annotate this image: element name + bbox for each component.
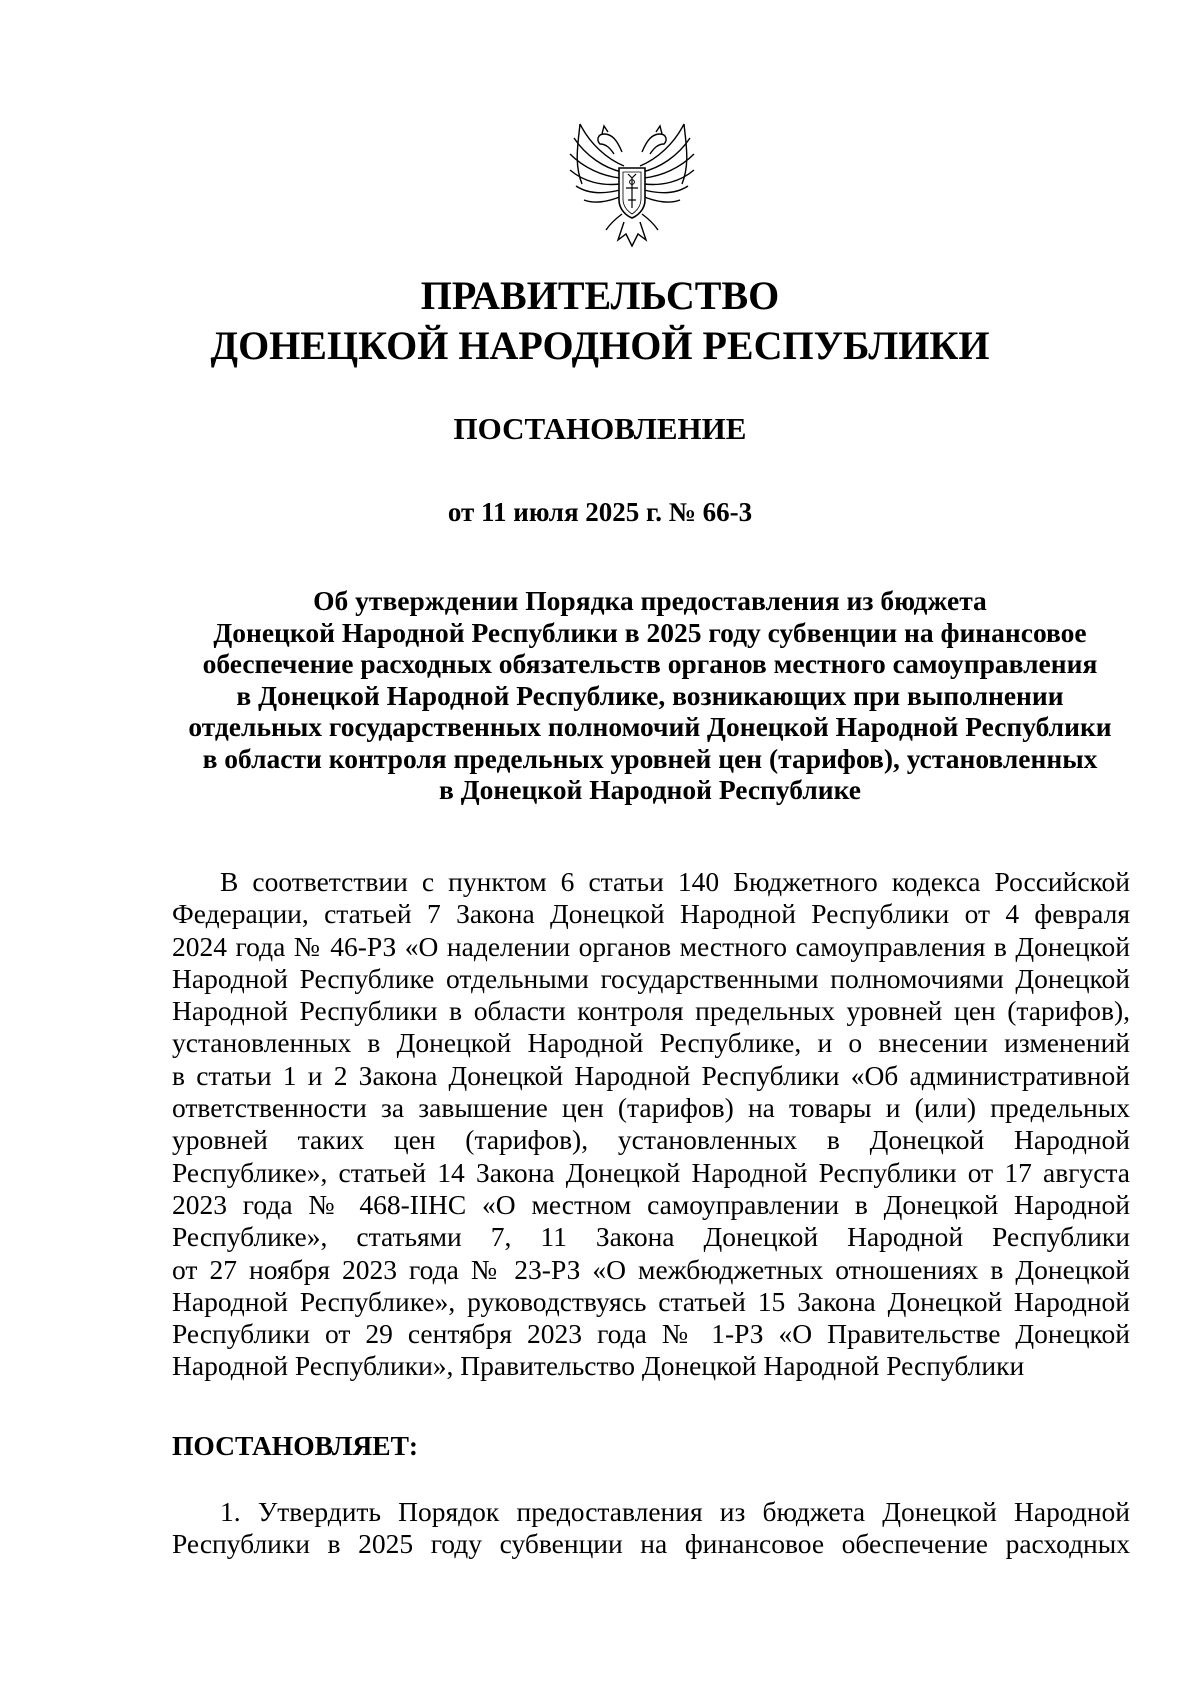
subject-line: обеспечение расходных обязательств органов местного самоуправления xyxy=(202,648,1098,679)
subject-line: в Донецкой Народной Республике, возникающих при выполнении xyxy=(236,679,1064,711)
subject-line: отдельных государственных полномочий Донецкой Народной Республики xyxy=(188,711,1112,742)
preamble-line: 2023 года № 468-IIНС «О местном самоуправлении в Донецкой Народной xyxy=(172,1188,1130,1220)
point-1-line: 1. Утвердить Порядок предоставления из бюджета Донецкой Народной xyxy=(220,1496,1130,1527)
government-title-line1: ПРАВИТЕЛЬСТВО xyxy=(420,273,780,318)
point-1-paragraph xyxy=(172,1496,1130,1561)
preamble-line: Республике», статьей 14 Закона Донецкой Народной Республики от 17 августа xyxy=(172,1156,1130,1188)
resolves-heading: ПОСТАНОВЛЯЕТ: xyxy=(172,1430,419,1461)
preamble-line: от 27 ноября 2023 года № 23-РЗ «О межбюджетных отношениях в Донецкой xyxy=(172,1253,1130,1285)
dpr-coat-of-arms-eagle-icon xyxy=(562,104,702,264)
preamble-line: В соответствии с пунктом 6 статьи 140 Бюджетного кодекса Российской xyxy=(220,866,1130,897)
preamble-line: Народной Республике», руководствуясь статьей 15 Закона Донецкой Народной xyxy=(172,1285,1130,1317)
subject-line: Об утверждении Порядка предоставления из бюджета xyxy=(313,585,987,616)
preamble-line: Федерации, статьей 7 Закона Донецкой Народной Республики от 4 февраля xyxy=(172,898,1130,930)
preamble-paragraph xyxy=(172,866,1130,1383)
preamble-line: ответственности за завышение цен (тарифов) на товары и (или) предельных xyxy=(172,1092,1130,1124)
subject-line: в Донецкой Народной Республике xyxy=(439,774,861,805)
preamble-line: Народной Республике отдельными государственными полномочиями Донецкой xyxy=(172,962,1130,994)
preamble-line: 2024 года № 46-РЗ «О наделении органов местного самоуправления в Донецкой xyxy=(172,930,1130,962)
subject-line: Донецкой Народной Республики в 2025 году субвенции на финансовое xyxy=(213,616,1087,648)
preamble-line: в статьи 1 и 2 Закона Донецкой Народной Республики «Об административной xyxy=(172,1059,1130,1091)
preamble-line: Народной Республики в области контроля предельных уровней цен (тарифов), xyxy=(172,995,1130,1027)
decree-subject xyxy=(170,585,1130,806)
preamble-line: установленных в Донецкой Народной Республике, и о внесении изменений xyxy=(172,1027,1130,1059)
preamble-line: Народной Республики», Правительство Донецкой Народной Республики xyxy=(172,1350,1025,1382)
decree-date-number: от 11 июля 2025 г. № 66-3 xyxy=(447,497,753,527)
government-title-line2: ДОНЕЦКОЙ НАРОДНОЙ РЕСПУБЛИКИ xyxy=(210,323,990,368)
point-1-line: Республики в 2025 году субвенции на финансовое обеспечение расходных xyxy=(172,1528,1130,1560)
preamble-line: Республике», статьями 7, 11 Закона Донецкой Народной Республики xyxy=(172,1221,1130,1253)
preamble-line: Республики от 29 сентября 2023 года № 1-РЗ «О Правительстве Донецкой xyxy=(172,1318,1130,1350)
subject-line: в области контроля предельных уровней цен (тарифов), установленных xyxy=(202,742,1098,774)
preamble-line: уровней таких цен (тарифов), установленных в Донецкой Народной xyxy=(172,1124,1130,1156)
document-type: ПОСТАНОВЛЕНИЕ xyxy=(453,411,747,446)
